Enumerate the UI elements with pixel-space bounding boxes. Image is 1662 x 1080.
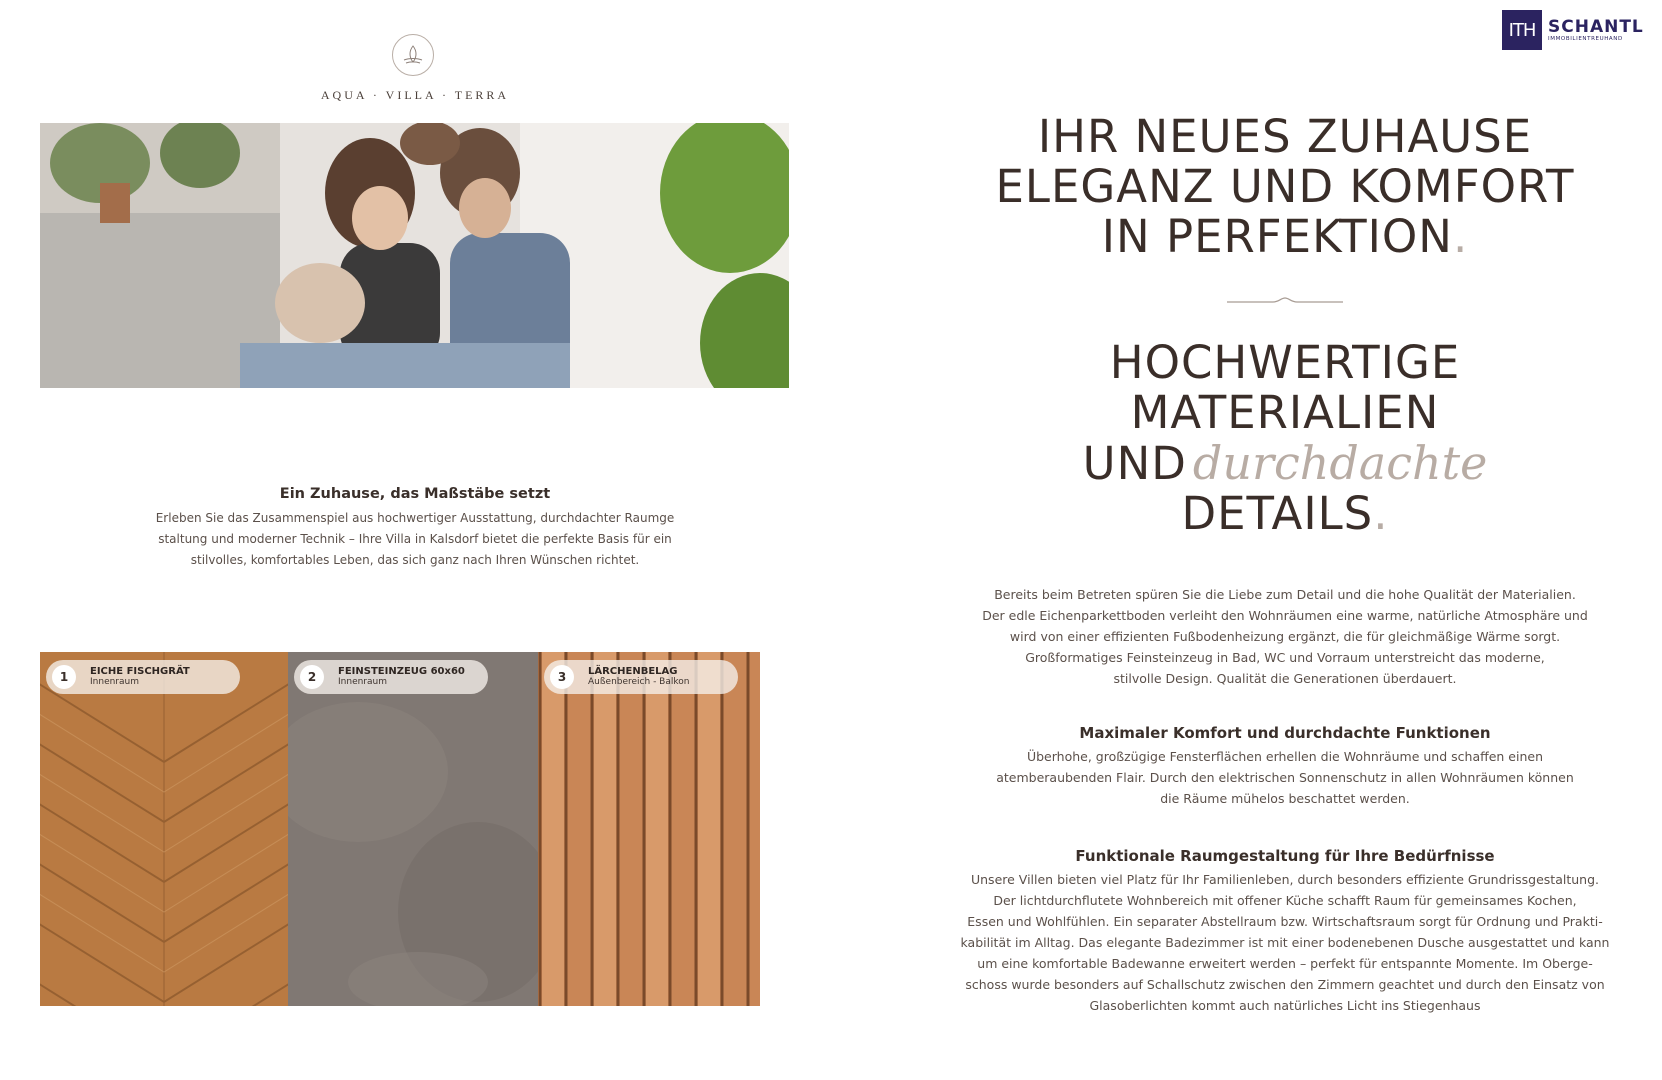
headline-materials — [930, 338, 1640, 539]
comfort-line: atemberaubenden Flair. Durch den elektrischen Sonnenschutz in allen Wohnräumen können — [996, 770, 1574, 785]
ornament-divider — [1225, 295, 1345, 309]
materials-line: Bereits beim Betreten spüren Sie die Liebe zum Detail und die hohe Qualität der Materialien. — [994, 587, 1576, 602]
headline2-line: UND — [1082, 437, 1187, 490]
intro-line: Erleben Sie das Zusammenspiel aus hochwertiger Ausstattung, durchdachter Raumge — [155, 511, 675, 525]
intro-text — [120, 508, 710, 571]
headline2-line: DETAILS — [1181, 487, 1374, 540]
sample-title: EICHE FISCHGRÄT — [90, 666, 190, 677]
layout-line: Der lichtdurchflutete Wohnbereich mit offener Küche schafft Raum für gemeinsames Kochen, — [993, 893, 1577, 908]
sample-porcelain-tile — [288, 652, 538, 1006]
layout-line: Unsere Villen bieten viel Platz für Ihr Familienleben, durch besonders effiziente Grundrissgestaltung. — [970, 872, 1599, 887]
headline2-dot: . — [1373, 487, 1389, 540]
materials-line: stilvolle Design. Qualität die Generationen überdauert. — [1113, 671, 1457, 686]
sample-title: LÄRCHENBELAG — [588, 666, 678, 677]
hero-family-photo — [40, 123, 789, 388]
layout-line: Glasoberlichten kommt auch natürliches Licht ins Stiegenhaus — [1089, 998, 1481, 1013]
materials-line: Der edle Eichenparkettboden verleiht den Wohnräumen eine warme, natürliche Atmosphäre und — [982, 608, 1588, 623]
layout-section — [950, 846, 1620, 1016]
sample-subtitle: Innenraum — [90, 677, 139, 687]
materials-line: wird von einer effizienten Fußbodenheizung ergänzt, die für gleichmäßige Wärme sorgt. — [1009, 629, 1561, 644]
materials-line: Großformatiges Feinsteinzeug in Bad, WC und Vorraum unterstreicht das moderne, — [1025, 650, 1545, 665]
headline2-line: MATERIALIEN — [1130, 386, 1440, 439]
intro-line: stilvolles, komfortables Leben, das sich ganz nach Ihren Wünschen richtet. — [190, 553, 640, 567]
intro-section — [120, 486, 710, 571]
logo-subtitle: IMMOBILIENTREUHAND — [1548, 36, 1623, 42]
sample-tag — [544, 660, 738, 694]
sample-larch-decking — [538, 652, 760, 1006]
headline2-line: HOCHWERTIGE — [1109, 336, 1461, 389]
sample-tag — [46, 660, 240, 694]
schantl-logo — [1502, 10, 1644, 50]
headline-line: IN PERFEKTION — [1101, 210, 1453, 263]
sample-title: FEINSTEINZEUG 60x60 — [338, 666, 465, 677]
headline — [930, 112, 1640, 262]
sample-subtitle: Außenbereich - Balkon — [588, 677, 690, 687]
sample-oak-herringbone — [40, 652, 288, 1006]
intro-title: Ein Zuhause, das Maßstäbe setzt — [279, 486, 551, 502]
comfort-title: Maximaler Komfort und durchdachte Funktionen — [1079, 724, 1491, 742]
headline-line: IHR NEUES ZUHAUSE — [1037, 110, 1533, 163]
layout-line: kabilität im Alltag. Das elegante Badezimmer ist mit einer bodenebenen Dusche ausgestattet und kann — [960, 935, 1610, 950]
material-samples — [40, 652, 760, 1006]
comfort-section — [950, 723, 1620, 809]
comfort-line: Überhohe, großzügige Fensterflächen erhellen die Wohnräume und schaffen einen — [1026, 749, 1544, 764]
sample-number: 2 — [300, 665, 324, 689]
layout-line: um eine komfortable Badewanne erweitert werden – perfekt für entspannte Momente. Im Oberge- — [977, 956, 1593, 971]
oak-herringbone-texture — [40, 652, 288, 1006]
materials-text — [950, 584, 1620, 689]
sample-tag — [294, 660, 488, 694]
layout-line: Essen und Wohlfühlen. Ein separater Abstellraum bzw. Wirtschaftsraum sorgt für Ordnung und Prakti- — [967, 914, 1603, 929]
sample-subtitle: Innenraum — [338, 677, 387, 687]
intro-line: staltung und moderner Technik – Ihre Villa in Kalsdorf bietet die perfekte Basis für ein — [158, 532, 672, 546]
logo-mark: ITH — [1502, 10, 1542, 50]
headline-line: ELEGANZ UND KOMFORT — [995, 160, 1575, 213]
brand-name: AQUA · VILLA · TERRA — [320, 88, 510, 102]
logo-name: SCHANTL — [1548, 17, 1644, 37]
larch-decking-texture — [538, 652, 760, 1006]
headline2-script: durchdachte — [1192, 436, 1488, 490]
brand-emblem-icon — [392, 34, 434, 76]
porcelain-tile-texture — [288, 652, 538, 1006]
comfort-line: die Räume mühelos beschattet werden. — [1160, 791, 1410, 806]
layout-title: Funktionale Raumgestaltung für Ihre Bedürfnisse — [1075, 847, 1495, 865]
sample-number: 3 — [550, 665, 574, 689]
layout-line: schoss wurde besonders auf Schallschutz zwischen den Zimmern geachtet und durch den Einsatz von — [965, 977, 1605, 992]
sample-number: 1 — [52, 665, 76, 689]
headline-dot: . — [1452, 210, 1469, 263]
